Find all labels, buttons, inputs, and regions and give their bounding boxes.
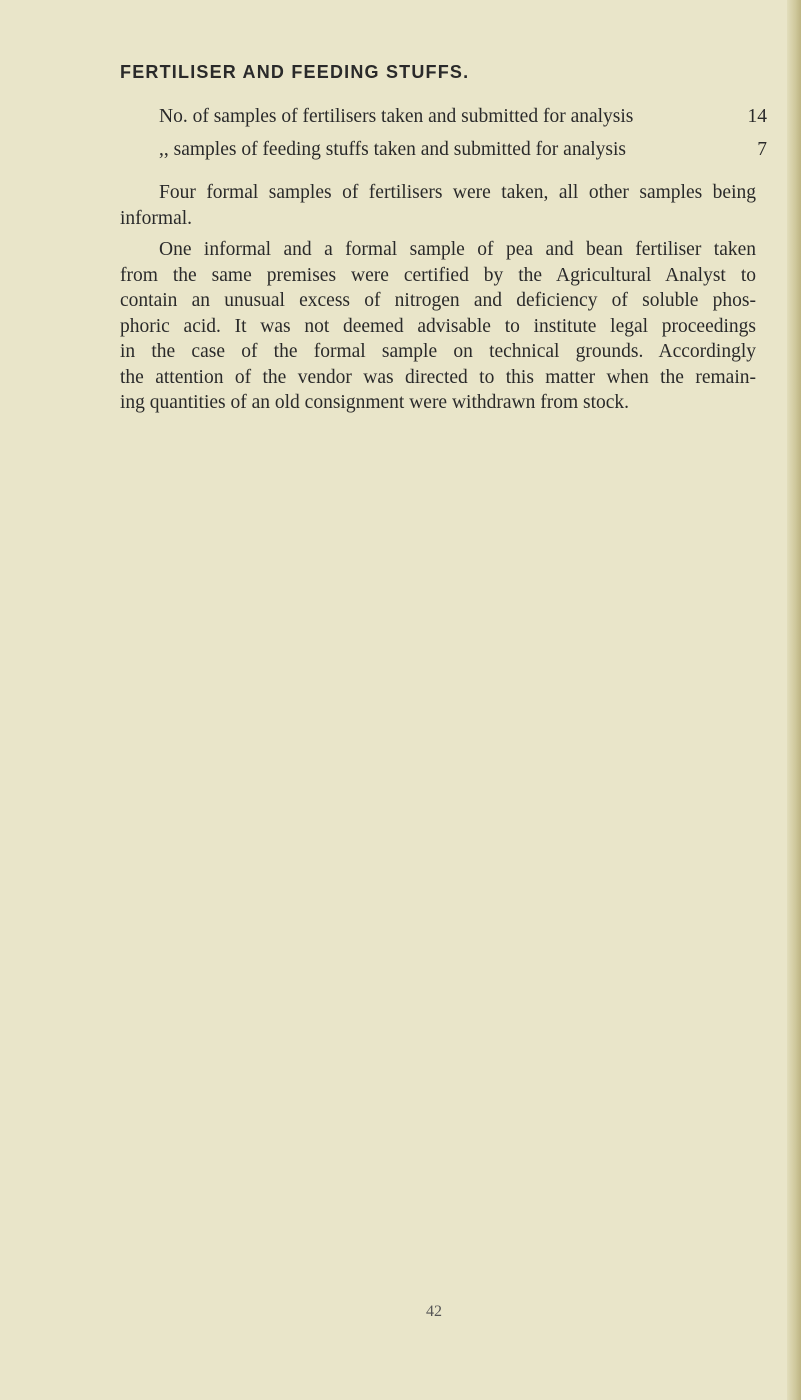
text-line: the attention of the vendor was directed to this matter when the remain- xyxy=(120,366,756,388)
text-line: contain an unusual excess of nitrogen and deficiency of soluble phos- xyxy=(120,290,756,311)
text-line: Four formal samples of fertilisers were taken, all other samples being xyxy=(159,182,756,203)
text-line: from the same premises were certified by the Agricultural Analyst to xyxy=(120,264,756,286)
page-edge xyxy=(787,0,801,1400)
text-line: in the case of the formal sample on technical grounds. Accordingly xyxy=(120,341,756,362)
text-line: informal. xyxy=(120,207,193,229)
sample-count: 7 xyxy=(757,139,767,160)
page-title: FERTILISER AND FEEDING STUFFS. xyxy=(120,62,470,82)
text-line: ing quantities of an old consignment were withdrawn from stock. xyxy=(120,392,630,413)
page-number: 42 xyxy=(426,1303,442,1320)
text-line: One informal and a formal sample of pea and bean fertiliser taken xyxy=(159,239,756,260)
sample-row-fertilisers xyxy=(159,104,767,130)
sample-count: 14 xyxy=(747,106,767,127)
text-line: phoric acid. It was not deemed advisable to institute legal proceedings xyxy=(120,315,756,337)
sample-label: No. of samples of fertilisers taken and submitted for analysis xyxy=(159,106,634,127)
paragraph-formal-samples xyxy=(120,180,756,231)
paragraph-pea-bean-fertiliser xyxy=(120,237,756,416)
sample-label: ,, samples of feeding stuffs taken and submitted for analysis xyxy=(159,139,627,160)
sample-row-feeding-stuffs xyxy=(159,137,767,163)
